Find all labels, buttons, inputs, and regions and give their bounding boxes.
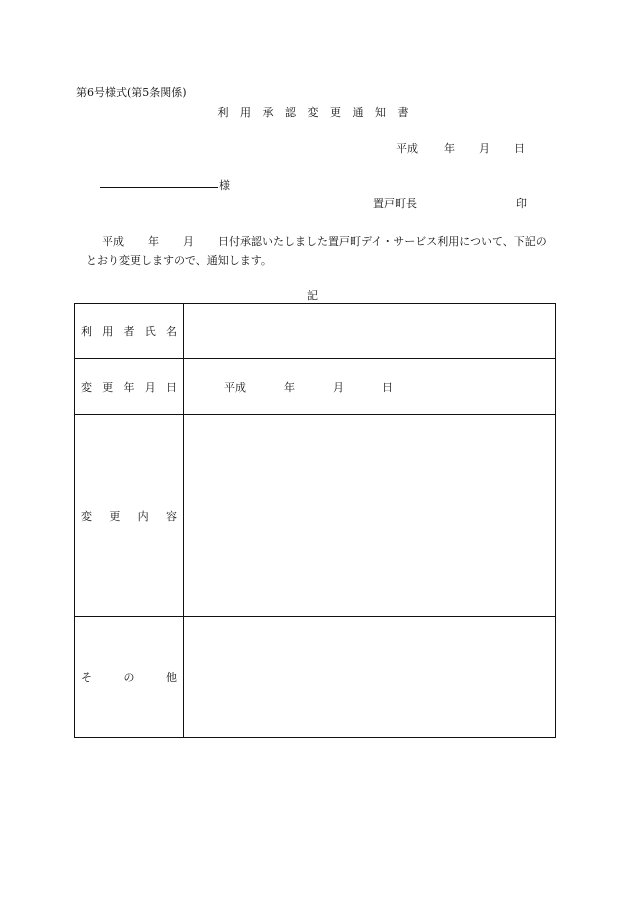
header-date-year: 年	[444, 142, 455, 155]
label-char: 用	[102, 325, 114, 338]
document-title: 利 用 承 認 変 更 通 知 書	[217, 106, 413, 119]
table-row-other	[75, 617, 556, 738]
seal-mark: 印	[516, 197, 527, 210]
label-char: 変	[81, 380, 92, 394]
label-change-content	[75, 415, 184, 617]
body-month: 月	[183, 235, 194, 248]
label-user-name	[75, 304, 184, 359]
label-char: 更	[102, 380, 114, 394]
change-date-era: 平成	[224, 380, 246, 394]
header-date-day: 日	[514, 142, 525, 155]
label-char: 更	[109, 509, 121, 523]
header-date	[396, 140, 525, 156]
label-change-date	[75, 359, 184, 415]
addressee-suffix: 様	[219, 179, 230, 192]
label-char: 月	[144, 380, 156, 394]
value-change-date[interactable]	[184, 359, 556, 415]
label-char: 日	[166, 380, 177, 394]
label-char: そ	[81, 671, 92, 684]
body-paragraph	[86, 232, 556, 270]
change-date-month: 月	[333, 380, 344, 394]
label-char: 内	[137, 509, 149, 523]
label-char: 他	[166, 671, 177, 684]
header-date-month: 月	[479, 142, 490, 155]
change-date-day: 日	[382, 380, 393, 394]
label-char: 変	[81, 509, 92, 523]
body-era: 平成	[102, 235, 124, 248]
header-date-era: 平成	[396, 142, 418, 155]
label-char: の	[123, 671, 135, 684]
body-text: 日付承認いたしました置戸町デイ・サービス利用について、下記のとおり変更しますので、通知します。	[86, 235, 547, 267]
label-char: 年	[123, 380, 135, 394]
notice-table	[74, 303, 556, 738]
ki-heading: 記	[307, 289, 318, 302]
label-other	[75, 617, 184, 738]
value-change-content[interactable]	[184, 415, 556, 617]
label-char: 氏	[144, 325, 156, 338]
form-number: 第6号様式(第5条関係)	[76, 86, 187, 99]
value-user-name[interactable]	[184, 304, 556, 359]
addressee-blank-line	[100, 187, 218, 188]
table-row-user-name	[75, 304, 556, 359]
label-char: 者	[123, 325, 135, 338]
body-year: 年	[148, 235, 159, 248]
label-char: 利	[81, 325, 92, 338]
label-char: 容	[165, 509, 177, 523]
table-row-change-content	[75, 415, 556, 617]
change-date-year: 年	[284, 380, 295, 394]
table-row-change-date	[75, 359, 556, 415]
issuer-name: 置戸町長	[373, 197, 417, 210]
label-char: 名	[166, 325, 177, 338]
value-other[interactable]	[184, 617, 556, 738]
